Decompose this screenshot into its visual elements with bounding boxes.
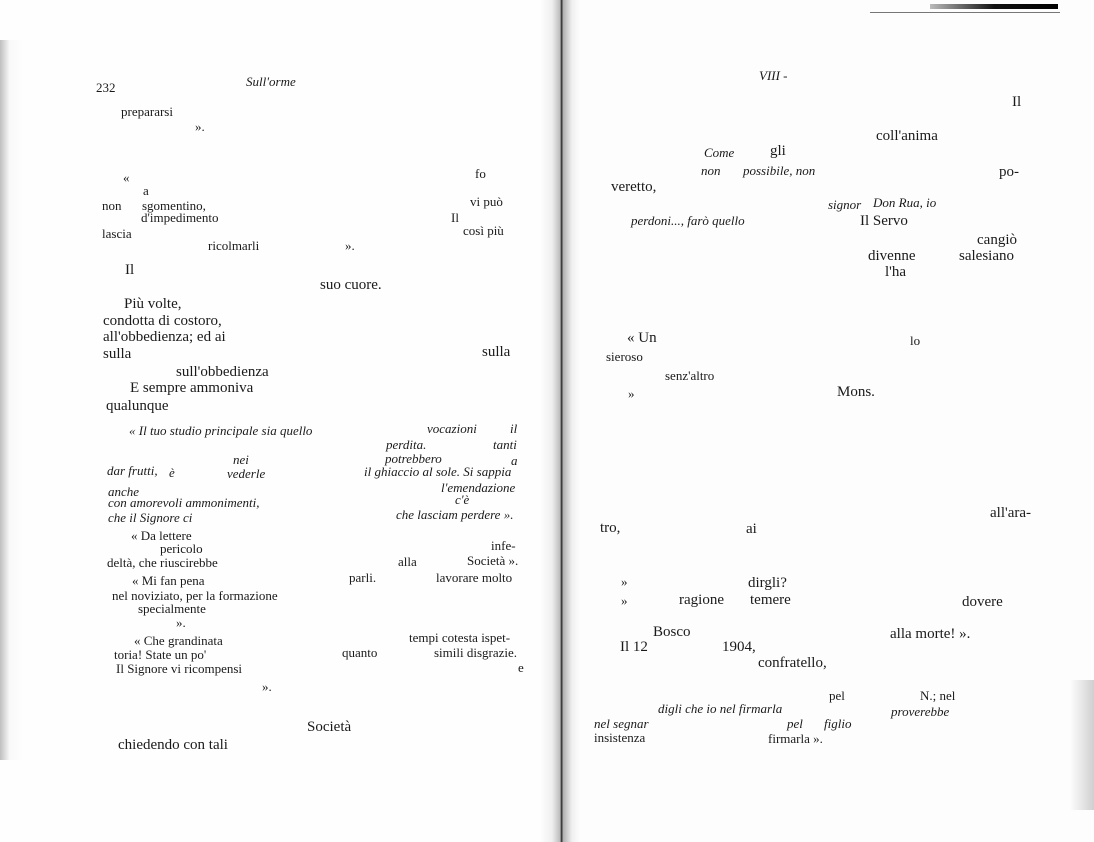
text-fragment: proverebbe <box>891 704 950 719</box>
text-fragment: ». <box>262 679 272 694</box>
text-fragment: che lasciam perdere ». <box>396 507 514 522</box>
text-fragment: è <box>169 465 175 480</box>
text-fragment: pel <box>829 688 845 703</box>
text-fragment: salesiano <box>959 248 1014 264</box>
text-fragment: gli <box>770 143 786 159</box>
text-fragment: prepararsi <box>121 104 173 119</box>
text-fragment: cangiò <box>977 232 1017 248</box>
text-fragment: d'impedimento <box>141 210 219 225</box>
text-fragment: E sempre ammoniva <box>130 380 254 396</box>
running-head: VIII - <box>759 68 788 83</box>
text-fragment: l'ha <box>885 264 907 280</box>
text-fragment: così più <box>463 223 504 238</box>
text-fragment: quanto <box>342 645 378 660</box>
page-edge-shadow <box>0 40 24 760</box>
text-fragment: deltà, che riuscirebbe <box>107 555 218 570</box>
text-fragment: Il 12 <box>620 639 648 655</box>
text-fragment: signor <box>828 197 862 212</box>
text-fragment: specialmente <box>138 601 206 616</box>
text-fragment: simili disgrazie. <box>434 645 518 660</box>
text-fragment: veretto, <box>611 179 657 195</box>
text-fragment: confratello, <box>758 655 827 671</box>
text-fragment: firmarla ». <box>768 731 823 746</box>
text-fragment: Il <box>451 210 459 225</box>
text-fragment: a <box>143 183 149 198</box>
scan-artifact <box>930 4 1058 9</box>
text-fragment: parli. <box>349 570 377 585</box>
text-fragment: ricolmarli <box>208 238 260 253</box>
text-fragment: alla <box>398 554 417 569</box>
text-fragment: pericolo <box>160 541 203 556</box>
text-fragment: senz'altro <box>665 368 715 383</box>
text-fragment: divenne <box>868 248 916 264</box>
text-fragment: vederle <box>227 466 266 481</box>
text-fragment: Il Signore vi ricompensi <box>116 661 243 676</box>
book-gutter <box>540 0 580 842</box>
text-fragment: tanti <box>493 437 517 452</box>
text-fragment: infe- <box>491 538 516 553</box>
text-fragment: lavorare molto <box>436 570 513 585</box>
text-fragment: insistenza <box>594 730 646 745</box>
text-fragment: ». <box>176 615 186 630</box>
text-fragment: Il Servo <box>860 213 908 229</box>
page-edge-shadow <box>1070 680 1094 810</box>
text-fragment: e <box>518 660 524 675</box>
text-fragment: nel noviziato, per la formazione <box>112 588 278 603</box>
text-fragment: il ghiaccio al sole. Si sappia <box>364 464 512 479</box>
text-fragment: figlio <box>824 716 852 731</box>
text-fragment: ai <box>746 521 757 537</box>
text-fragment: « Il tuo studio principale sia quello <box>129 423 313 438</box>
text-fragment: Il <box>1012 94 1022 110</box>
text-fragment: qualunque <box>106 398 169 414</box>
text-fragment: perdita. <box>386 437 427 452</box>
text-fragment: Il <box>125 262 135 278</box>
text-fragment: dovere <box>962 594 1003 610</box>
text-fragment: » <box>628 386 635 401</box>
text-fragment: dar frutti, <box>107 463 158 478</box>
text-fragment: possibile, non <box>743 163 816 178</box>
text-fragment: sull'obbedienza <box>176 364 269 380</box>
text-fragment: « Un <box>627 330 657 346</box>
text-fragment: condotta di costoro, <box>103 313 222 329</box>
text-fragment: « <box>123 170 130 185</box>
text-fragment: « Mi fan pena <box>132 573 205 588</box>
text-fragment: pel <box>787 716 803 731</box>
running-head: Sull'orme <box>246 74 296 89</box>
text-fragment: temere <box>750 592 791 608</box>
text-fragment: non <box>701 163 721 178</box>
text-fragment: nel segnar <box>594 716 649 731</box>
scan-artifact <box>870 12 1060 13</box>
text-fragment: » <box>621 593 628 608</box>
text-fragment: che il Signore ci <box>108 510 193 525</box>
text-fragment: dirgli? <box>748 575 787 591</box>
text-fragment: fo <box>475 166 486 181</box>
text-fragment: lo <box>910 333 921 348</box>
text-fragment: 1904, <box>722 639 756 655</box>
text-fragment: sulla <box>482 344 511 360</box>
text-fragment: sieroso <box>606 349 643 364</box>
right-page <box>556 0 1094 842</box>
text-fragment: digli che io nel firmarla <box>658 701 783 716</box>
text-fragment: toria! State un po' <box>114 647 207 662</box>
text-fragment: chiedendo con tali <box>118 737 228 753</box>
text-fragment: vi può <box>470 194 503 209</box>
text-fragment: ragione <box>679 592 724 608</box>
text-fragment: N.; nel <box>920 688 956 703</box>
text-fragment: all'ara- <box>990 505 1032 521</box>
text-fragment: alla morte! ». <box>890 626 971 642</box>
text-fragment: Don Rua, io <box>873 195 937 210</box>
page-number: 232 <box>96 80 116 95</box>
text-fragment: ». <box>195 119 205 134</box>
text-fragment: tempi cotesta ispet- <box>409 630 511 645</box>
text-fragment: perdoni..., farò quello <box>631 213 745 228</box>
text-fragment: « Da lettere <box>131 528 192 543</box>
text-fragment: ». <box>345 238 355 253</box>
text-fragment: l'emendazione <box>441 480 516 495</box>
text-fragment: c'è <box>455 492 470 507</box>
text-fragment: a <box>511 453 518 468</box>
text-fragment: » <box>621 574 628 589</box>
text-fragment: Come <box>704 145 735 160</box>
text-fragment: Bosco <box>653 624 691 640</box>
text-fragment: il <box>510 421 518 436</box>
text-fragment: nei <box>233 452 249 467</box>
text-fragment: sulla <box>103 346 132 362</box>
text-fragment: Più volte, <box>124 296 182 312</box>
text-fragment: « Che grandinata <box>134 633 223 648</box>
text-fragment: Società <box>307 719 352 735</box>
text-fragment: sgomentino, <box>142 198 206 213</box>
text-fragment: Società ». <box>467 553 519 568</box>
text-fragment: non <box>102 198 122 213</box>
text-fragment: anche <box>108 484 140 499</box>
text-fragment: po- <box>999 164 1019 180</box>
text-fragment: Mons. <box>837 384 875 400</box>
text-fragment: potrebbero <box>385 451 442 466</box>
text-fragment: lascia <box>102 226 132 241</box>
text-fragment: all'obbedienza; ed ai <box>103 329 226 345</box>
text-fragment: tro, <box>600 520 621 536</box>
text-fragment: con amorevoli ammonimenti, <box>108 495 260 510</box>
text-fragment: suo cuore. <box>320 277 382 293</box>
text-fragment: vocazioni <box>427 421 477 436</box>
text-fragment: coll'anima <box>876 128 938 144</box>
